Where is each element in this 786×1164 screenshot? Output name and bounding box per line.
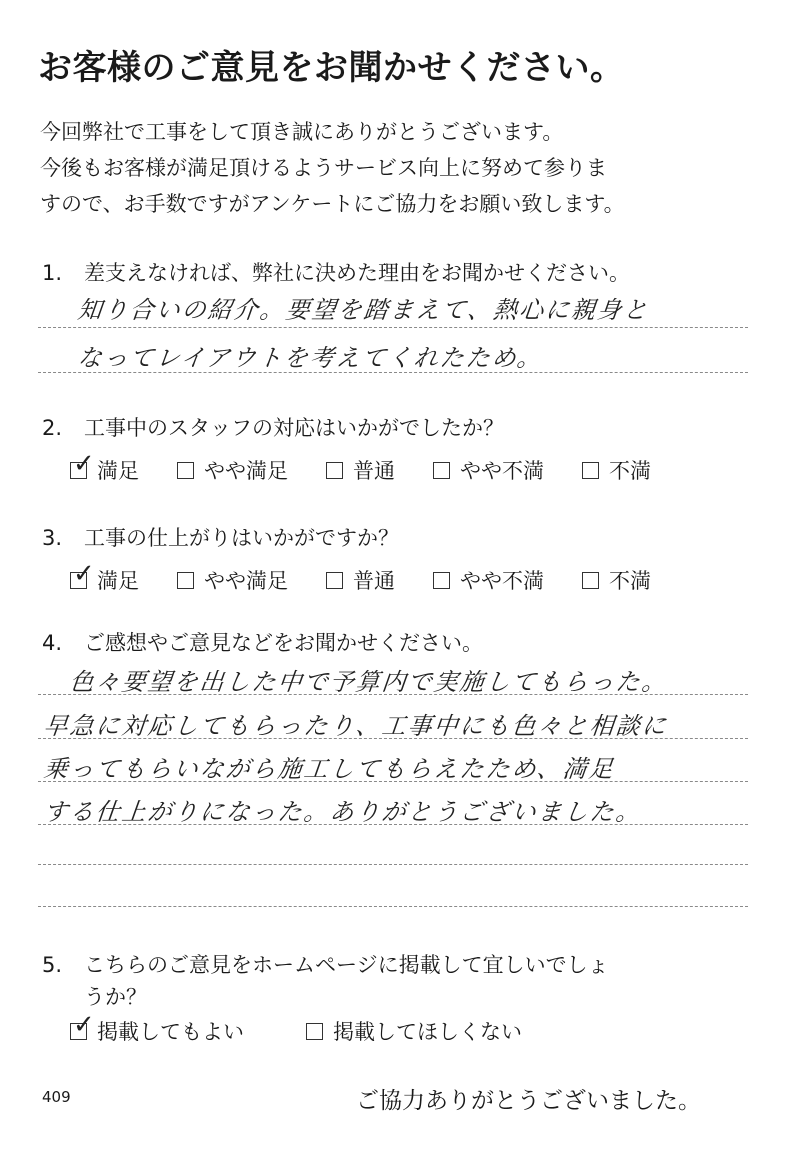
check-mark-icon: ✓ — [73, 1009, 95, 1040]
question-3-number: 3. — [42, 526, 63, 550]
q3-option-normal[interactable] — [326, 565, 395, 595]
q2-option-satisfied[interactable] — [70, 448, 139, 485]
intro-line-2: 今後もお客様が満足頂けるようサービス向上に努めて参りま — [40, 156, 607, 180]
q3-option-label: 不満 — [609, 569, 651, 593]
question-3-options — [70, 558, 689, 595]
q2-option-label: やや不満 — [460, 459, 544, 483]
question-1-number: 1. — [42, 261, 63, 285]
answer-4-rule-4 — [38, 824, 748, 825]
q3-option-label: やや満足 — [204, 569, 288, 593]
q5-option-disallow[interactable] — [306, 1016, 522, 1046]
q3-option-somewhat-satisfied[interactable] — [177, 565, 288, 595]
checkbox[interactable] — [326, 572, 343, 589]
answer-4-rule-3 — [38, 781, 748, 782]
q3-option-label: やや不満 — [460, 569, 544, 593]
answer-1-line-2: なってレイアウトを考えてくれたため。 — [76, 344, 545, 372]
q2-option-label: やや満足 — [204, 459, 288, 483]
question-4 — [42, 627, 483, 657]
q5-option-allow[interactable] — [70, 1009, 244, 1046]
q2-option-normal[interactable] — [326, 455, 395, 485]
question-2-number: 2. — [42, 416, 63, 440]
answer-1-rule-2 — [38, 372, 748, 373]
q3-option-label: 満足 — [97, 569, 139, 593]
answer-1-line-1: 知り合いの紹介。要望を踏まえて、熱心に親身と — [76, 296, 651, 324]
question-2 — [42, 412, 504, 442]
question-2-text: 工事中のスタッフの対応はいかがでしたか？ — [84, 416, 504, 440]
checkbox[interactable] — [433, 462, 450, 479]
q5-option-label: 掲載してもよい — [97, 1020, 244, 1044]
question-3 — [42, 522, 399, 552]
page-title: お客様のご意見をお聞かせください。 — [38, 48, 625, 88]
checkbox[interactable] — [582, 462, 599, 479]
question-5-options — [70, 1009, 560, 1046]
answer-4-rule-6 — [38, 906, 748, 907]
checkbox[interactable] — [70, 558, 95, 589]
checkbox[interactable] — [177, 462, 194, 479]
q2-option-label: 満足 — [97, 459, 139, 483]
intro-line-1: 今回弊社で工事をして頂き誠にありがとうございます。 — [40, 120, 564, 144]
checkbox[interactable] — [70, 448, 95, 479]
intro-line-3: すので、お手数ですがアンケートにご協力をお願い致します。 — [40, 192, 625, 216]
question-5-text: こちらのご意見をホームページに掲載して宜しいでしょ — [84, 953, 609, 977]
answer-4-line-3: 乗ってもらいながら施工してもらえたため、満足 — [42, 755, 617, 783]
answer-4-line-2: 早急に対応してもらったり、工事中にも色々と相談に — [42, 712, 670, 740]
checkbox[interactable] — [177, 572, 194, 589]
answer-4-rule-2 — [38, 738, 748, 739]
answer-4-rule-5 — [38, 864, 748, 865]
check-mark-icon: ✓ — [73, 558, 95, 589]
q3-option-label: 普通 — [353, 569, 395, 593]
checkbox[interactable] — [433, 572, 450, 589]
q2-option-label: 普通 — [353, 459, 395, 483]
question-1 — [42, 257, 630, 287]
checkbox[interactable] — [326, 462, 343, 479]
q2-option-dissatisfied[interactable] — [582, 455, 651, 485]
answer-4-rule-1 — [38, 694, 748, 695]
question-3-text: 工事の仕上がりはいかがですか？ — [84, 526, 399, 550]
checkbox[interactable] — [306, 1023, 323, 1040]
answer-1-rule-1 — [38, 327, 748, 328]
checkbox[interactable] — [70, 1009, 95, 1040]
q3-option-dissatisfied[interactable] — [582, 565, 651, 595]
question-1-text: 差支えなければ、弊社に決めた理由をお聞かせください。 — [84, 261, 630, 285]
thanks-message: ご協力ありがとうございました。 — [356, 1088, 701, 1114]
checkbox[interactable] — [582, 572, 599, 589]
question-5-text-line-2: うか？ — [84, 985, 147, 1009]
question-5 — [42, 949, 609, 979]
answer-4-line-1: 色々要望を出した中で予算内で実施してもらった。 — [68, 668, 670, 696]
check-mark-icon: ✓ — [73, 448, 95, 479]
q2-option-somewhat-satisfied[interactable] — [177, 455, 288, 485]
question-2-options — [70, 448, 689, 485]
q3-option-satisfied[interactable] — [70, 558, 139, 595]
question-4-number: 4. — [42, 631, 63, 655]
question-5-number: 5. — [42, 953, 63, 977]
q5-option-label: 掲載してほしくない — [333, 1020, 522, 1044]
q3-option-somewhat-dissatisfied[interactable] — [433, 565, 544, 595]
question-4-text: ご感想やご意見などをお聞かせください。 — [84, 631, 483, 655]
answer-4-line-4: する仕上がりになった。ありがとうございました。 — [42, 798, 644, 826]
q2-option-label: 不満 — [609, 459, 651, 483]
q2-option-somewhat-dissatisfied[interactable] — [433, 455, 544, 485]
page-number: 409 — [42, 1088, 71, 1106]
